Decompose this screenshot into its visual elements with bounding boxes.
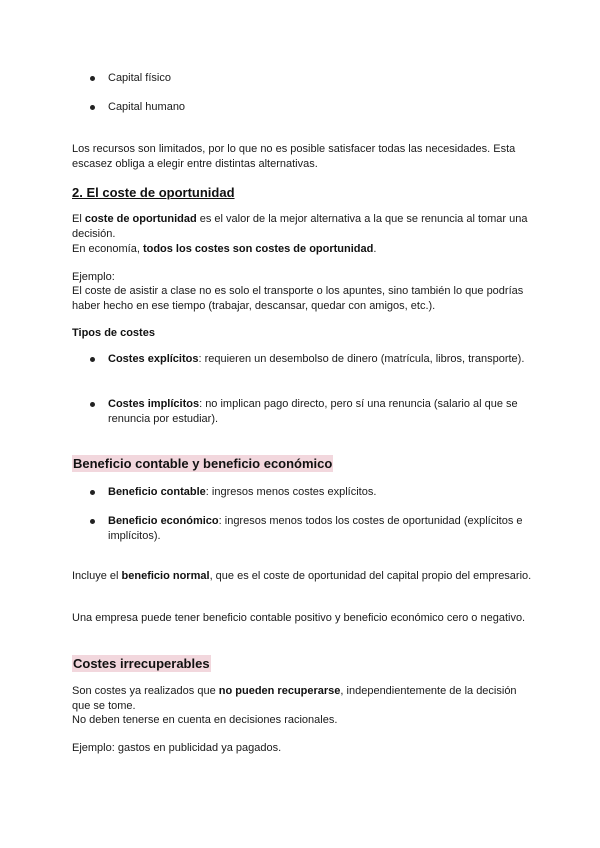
section-heading: 2. El coste de oportunidad bbox=[72, 185, 235, 200]
normal-post: , que es el coste de oportunidad del capital propio del empresario. bbox=[209, 570, 532, 582]
list-item-text: Capital humano bbox=[108, 101, 186, 113]
list-item-text bbox=[108, 485, 532, 500]
list-item-text bbox=[108, 397, 532, 427]
normal-bold: beneficio normal bbox=[121, 570, 210, 582]
definition-pre: El bbox=[72, 213, 85, 225]
profit-note-paragraph: Una empresa puede tener beneficio contable positivo y beneficio económico cero o negativo. bbox=[72, 612, 526, 624]
definition-term: coste de oportunidad bbox=[84, 213, 197, 225]
economy-paragraph bbox=[72, 242, 532, 257]
bullet-icon bbox=[90, 490, 95, 495]
definition-post: es el valor de la mejor alternativa a la que se renuncia al tomar una decisión. bbox=[72, 213, 528, 240]
bullet-icon bbox=[90, 402, 95, 407]
list-item-term: Costes implícitos bbox=[108, 398, 200, 410]
list-item-desc: : no implican pago directo, pero sí una renuncia (salario al que se renuncia por estudiar). bbox=[108, 398, 518, 425]
list-item-desc: : ingresos menos todos los costes de oportunidad (explícitos e implícitos). bbox=[108, 515, 523, 542]
subsection-heading: Tipos de costes bbox=[72, 327, 155, 339]
bullet-icon bbox=[90, 357, 95, 362]
sunk-pre: Son costes ya realizados que bbox=[72, 685, 219, 697]
sunk-post: , independientemente de la decisión que se tome. bbox=[72, 685, 517, 712]
definition-paragraph bbox=[72, 212, 532, 242]
example-text: El coste de asistir a clase no es solo el transporte o los apuntes, sino también lo que podrías haber hecho en ese tiempo (trabajar, descansar, quedar con amigos, etc.). bbox=[72, 285, 524, 312]
normal-profit-paragraph bbox=[72, 569, 532, 584]
economy-post: . bbox=[373, 243, 377, 255]
intro-paragraph: Los recursos son limitados, por lo que no es posible satisfacer todas las necesidades. Esta escasez obliga a elegir entre distintas alternativas. bbox=[72, 143, 516, 170]
economy-bold: todos los costes son costes de oportunidad bbox=[142, 243, 374, 255]
sunk-bold: no pueden recuperarse bbox=[218, 685, 341, 697]
list-item-term: Costes explícitos bbox=[108, 353, 199, 365]
highlighted-heading: Costes irrecuperables bbox=[73, 656, 210, 671]
sunk-cost-definition bbox=[72, 684, 532, 714]
list-item-term: Beneficio económico bbox=[108, 515, 219, 527]
list-item-text bbox=[108, 514, 536, 544]
economy-pre: En economía, bbox=[72, 243, 143, 255]
highlighted-heading: Beneficio contable y beneficio económico bbox=[73, 456, 333, 471]
list-item-term: Beneficio contable bbox=[108, 486, 206, 498]
bullet-icon bbox=[90, 76, 95, 81]
normal-pre: Incluye el bbox=[72, 570, 122, 582]
bullet-icon bbox=[90, 105, 95, 110]
list-item-text: Capital físico bbox=[108, 72, 171, 84]
list-item-desc: : requieren un desembolso de dinero (matrícula, libros, transporte). bbox=[198, 353, 525, 365]
bullet-icon bbox=[90, 519, 95, 524]
example-label: Ejemplo: bbox=[72, 271, 115, 283]
sunk-cost-rule: No deben tenerse en cuenta en decisiones racionales. bbox=[72, 714, 338, 726]
list-item-desc: : ingresos menos costes explícitos. bbox=[205, 486, 377, 498]
sunk-cost-example: Ejemplo: gastos en publicidad ya pagados. bbox=[72, 742, 282, 754]
list-item-text bbox=[108, 352, 532, 367]
